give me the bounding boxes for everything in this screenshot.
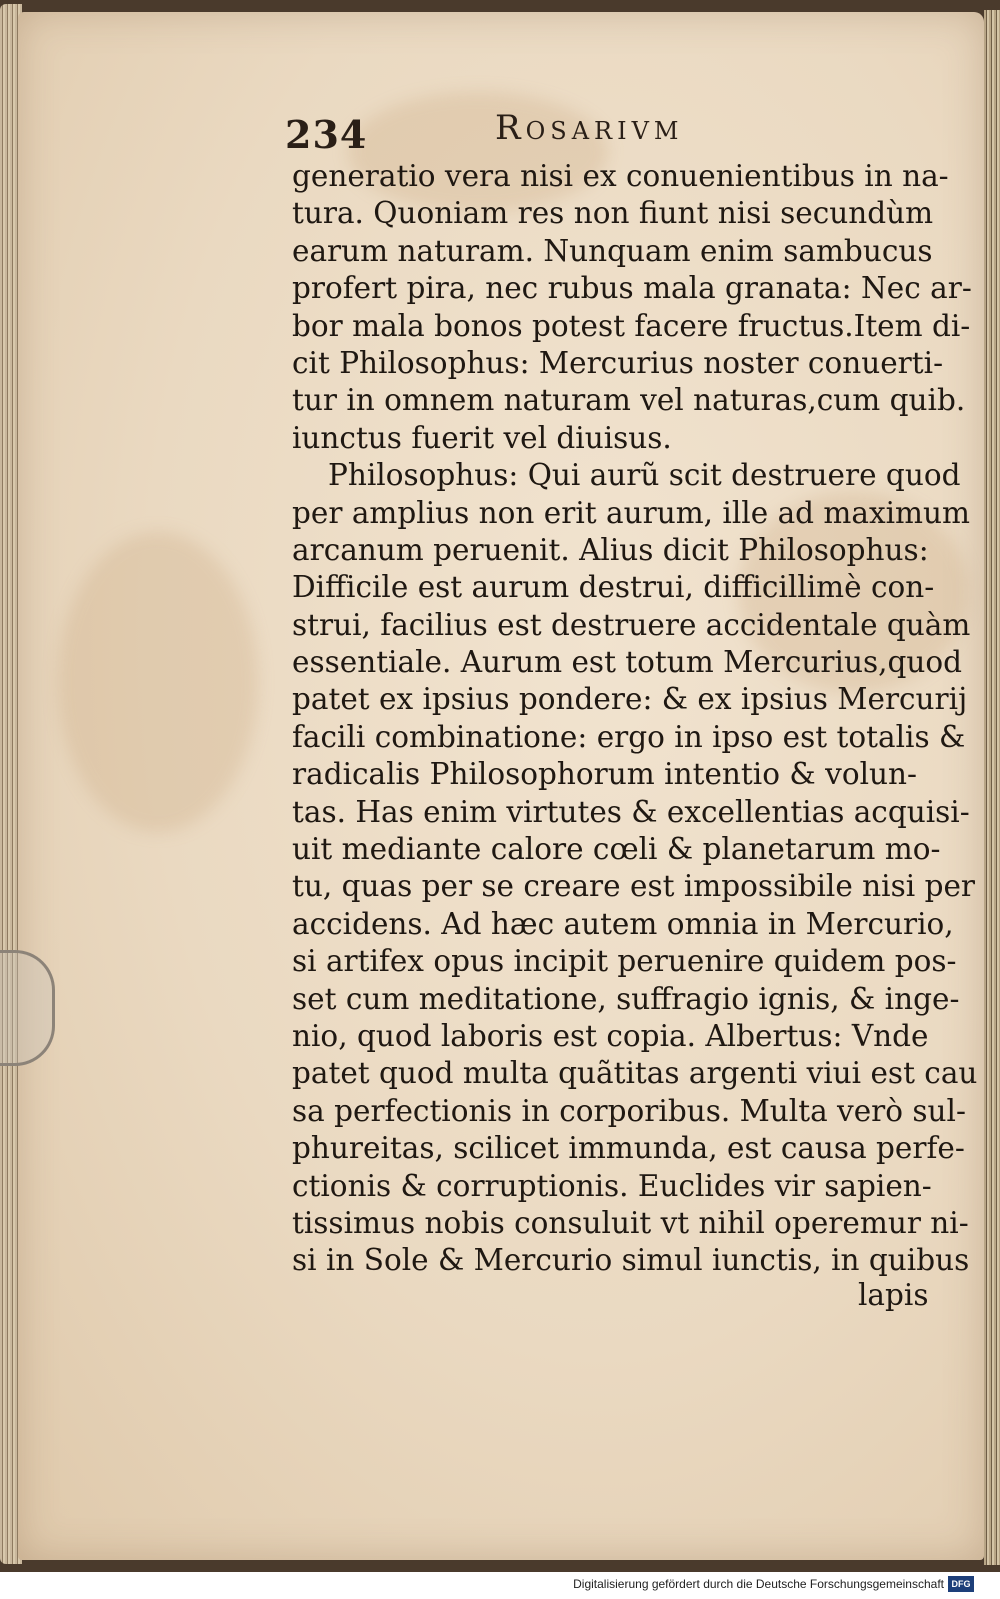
catchword: lapis	[858, 1278, 929, 1312]
text-line: accidens. Ad hæc autem omnia in Mercurio,	[292, 906, 954, 941]
page-header	[285, 100, 925, 157]
text-line: strui, facilius est destruere accidentale quàm	[292, 607, 971, 642]
page-number: 234	[285, 112, 368, 157]
text-line: earum naturam. Nunquam enim sambucus	[292, 233, 933, 268]
text-line: phureitas, scilicet immunda, est causa perfe-	[292, 1131, 965, 1166]
text-line: set cum meditatione, suffragio ignis, & inge-	[292, 981, 960, 1016]
text-line: profert pira, nec rubus mala granata: Nec ar-	[292, 271, 972, 306]
text-line: per amplius non erit aurum, ille ad maximum	[292, 495, 970, 530]
text-line: si artifex opus incipit peruenire quidem pos-	[292, 944, 957, 979]
text-line: iunctus fuerit vel diuisus.	[292, 420, 672, 455]
running-title: Rosarivm	[495, 108, 684, 148]
text-line: nio, quod laboris est copia. Albertus: Vnde	[292, 1018, 929, 1053]
dfg-logo: DFG	[948, 1576, 974, 1592]
text-line: sa perfectionis in corporibus. Multa verò sul-	[292, 1093, 966, 1128]
text-line: si in Sole & Mercurio simul iunctis, in quibus	[292, 1243, 970, 1278]
text-line: Philosophus: Qui aurũ scit destruere quod	[328, 458, 961, 493]
text-line: tur in omnem naturam vel naturas,cum quib.	[292, 383, 966, 418]
text-line: tas. Has enim virtutes & excellentias acquisi-	[292, 794, 970, 829]
text-line: bor mala bonos potest facere fructus.Item di-	[292, 308, 971, 343]
text-line: tissimus nobis consuluit vt nihil operemur ni-	[292, 1205, 969, 1240]
text-line: radicalis Philosophorum intentio & volun-	[292, 757, 917, 792]
funding-credit: Digitalisierung gefördert durch die Deutsche Forschungsgemeinschaft	[573, 1577, 944, 1591]
text-line: Difficile est aurum destrui, difficillimè con-	[292, 570, 935, 605]
text-line: patet ex ipsius pondere: & ex ipsius Mercurij	[292, 682, 968, 717]
clasp-ring	[0, 950, 55, 1066]
text-line: cit Philosophus: Mercurius noster conuerti-	[292, 345, 944, 380]
text-line: uit mediante calore cœli & planetarum mo-	[292, 832, 941, 867]
text-line: arcanum peruenit. Alius dicit Philosophus:	[292, 532, 929, 567]
digitization-footer	[0, 1572, 1000, 1599]
text-line: generatio vera nisi ex conuenientibus in na-	[292, 159, 949, 193]
text-line: tu, quas per se creare est impossibile nisi per	[292, 869, 976, 904]
text-line: patet quod multa quãtitas argenti viui est cau	[292, 1056, 978, 1091]
text-line: ctionis & corruptionis. Euclides vir sapien-	[292, 1168, 932, 1203]
text-line: tura. Quoniam res non fiunt nisi secundùm	[292, 196, 934, 231]
body-text	[292, 158, 978, 1280]
text-line: essentiale. Aurum est totum Mercurius,quod	[292, 645, 962, 680]
text-line: facili combinatione: ergo in ipso est totalis &	[292, 719, 966, 754]
book-fore-edge	[984, 10, 1000, 1565]
paper-stain	[58, 532, 258, 832]
